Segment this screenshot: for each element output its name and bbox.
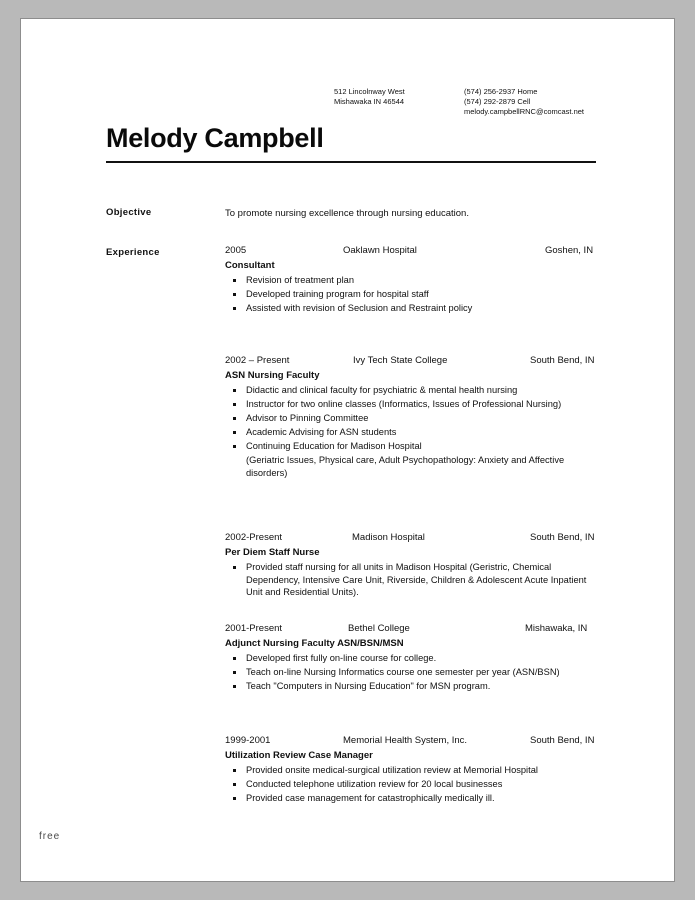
job-dates: 2002-Present: [225, 532, 283, 543]
bullet-text: Teach "Computers in Nursing Education" for MSN program.: [246, 681, 491, 692]
job-organization: Bethel College: [348, 623, 410, 634]
header-divider: [106, 161, 596, 163]
bullet-text: Instructor for two online classes (Informatics, Issues of Professional Nursing): [246, 399, 562, 410]
section-label-experience: Experience: [106, 247, 160, 258]
bullet-text: Conducted telephone utilization review for 20 local businesses: [246, 779, 503, 790]
page-title: Melody Campbell: [106, 123, 324, 153]
list-item: [225, 426, 600, 439]
experience-entry: [225, 735, 600, 806]
address: [334, 87, 405, 107]
experience-entry: [225, 623, 600, 694]
bullet-square-icon: [233, 671, 236, 674]
bullet-square-icon: [233, 307, 236, 310]
job-dates: 2002 – Present: [225, 355, 290, 366]
job-bullet-list: [225, 652, 600, 693]
objective-text: To promote nursing excellence through nursing education.: [225, 208, 469, 219]
bullet-text: Advisor to Pinning Committee: [246, 413, 369, 424]
section-label-objective: Objective: [106, 207, 152, 218]
list-item: [225, 764, 600, 777]
job-bullet-list: [225, 561, 600, 599]
bullet-text: Teach on-line Nursing Informatics course one semester per year (ASN/BSN): [246, 667, 560, 678]
bullet-text: Provided case management for catastrophically medically ill.: [246, 793, 495, 804]
job-organization: Madison Hospital: [352, 532, 425, 543]
bullet-square-icon: [233, 389, 236, 392]
bullet-text: Didactic and clinical faculty for psychiatric & mental health nursing: [246, 385, 518, 395]
job-bullet-list: [225, 384, 600, 453]
bullet-square-icon: [233, 769, 236, 772]
email-address: melody.campbellRNC@comcast.net: [464, 107, 585, 116]
experience-entry: [225, 532, 600, 600]
list-item: [225, 398, 600, 411]
bullet-square-icon: [233, 783, 236, 786]
job-title: Consultant: [225, 260, 275, 271]
job-organization: Ivy Tech State College: [353, 355, 448, 366]
list-item: [225, 561, 600, 599]
list-item: [225, 412, 600, 425]
list-item: [225, 274, 600, 287]
job-organization: Oaklawn Hospital: [343, 245, 417, 256]
bullet-square-icon: [233, 657, 236, 660]
bullet-square-icon: [233, 417, 236, 420]
bullet-text: Academic Advising for ASN students: [246, 427, 397, 438]
bullet-square-icon: [233, 797, 236, 800]
job-title: ASN Nursing Faculty: [225, 370, 320, 381]
bullet-text: Provided onsite medical-surgical utilization review at Memorial Hospital: [246, 765, 538, 775]
bullet-square-icon: [233, 403, 236, 406]
list-item: [225, 652, 600, 665]
job-organization: Memorial Health System, Inc.: [343, 735, 468, 746]
job-bullet-list: [225, 764, 600, 805]
list-item: [225, 680, 600, 693]
phone-numbers: [464, 87, 537, 107]
job-dates: 2005: [225, 245, 247, 256]
bullet-square-icon: [233, 293, 236, 296]
address-line-2: Mishawaka IN 46544: [334, 97, 405, 106]
bullet-text: Continuing Education for Madison Hospital: [246, 441, 422, 452]
resume-document: [21, 19, 674, 881]
address-line-1: 512 Lincolnway West: [334, 87, 405, 96]
bullet-text: Provided staff nursing for all units in Madison Hospital (Geristric, Chemical Dependency, Intensive Care Unit, Riverside, Children & Adolescent Acute Inpatient Unit and Residential Units).: [246, 562, 587, 598]
job-bullet-list: [225, 274, 600, 315]
list-item: [225, 302, 600, 315]
job-title: Utilization Review Case Manager: [225, 750, 373, 761]
job-header: [225, 532, 600, 545]
phone-cell: (574) 292-2879 Cell: [464, 97, 531, 106]
list-item: [225, 792, 600, 805]
experience-entry: [225, 245, 600, 316]
list-item: [225, 384, 600, 397]
job-location: South Bend, IN: [530, 355, 595, 366]
bullet-text: Assisted with revision of Seclusion and Restraint policy: [246, 303, 473, 314]
bullet-text: Developed training program for hospital staff: [246, 289, 429, 300]
bullet-square-icon: [233, 279, 236, 282]
bullet-square-icon: [233, 685, 236, 688]
experience-entry: [225, 355, 600, 480]
resume-page: [20, 18, 675, 882]
job-continuation-text: (Geriatric Issues, Physical care, Adult Psychopathology: Anxiety and Affective disorders): [246, 455, 565, 479]
job-title: Per Diem Staff Nurse: [225, 547, 320, 558]
list-item: [225, 666, 600, 679]
job-header: [225, 623, 600, 636]
job-location: Mishawaka, IN: [525, 623, 588, 634]
bullet-square-icon: [233, 431, 236, 434]
job-dates: 2001-Present: [225, 623, 283, 634]
bullet-text: Developed first fully on-line course for college.: [246, 653, 437, 663]
job-location: South Bend, IN: [530, 735, 595, 746]
job-header: [225, 735, 600, 748]
job-title: Adjunct Nursing Faculty ASN/BSN/MSN: [225, 638, 404, 649]
phone-home: (574) 256-2937 Home: [464, 87, 538, 96]
job-header: [225, 245, 600, 258]
job-location: South Bend, IN: [530, 532, 595, 543]
watermark: free: [39, 831, 61, 842]
bullet-square-icon: [233, 566, 236, 569]
list-item: [225, 440, 600, 453]
bullet-text: Revision of treatment plan: [246, 275, 355, 285]
job-dates: 1999-2001: [225, 735, 271, 746]
job-location: Goshen, IN: [545, 245, 594, 256]
list-item: [225, 778, 600, 791]
bullet-square-icon: [233, 445, 236, 448]
list-item: [225, 288, 600, 301]
job-header: [225, 355, 600, 368]
